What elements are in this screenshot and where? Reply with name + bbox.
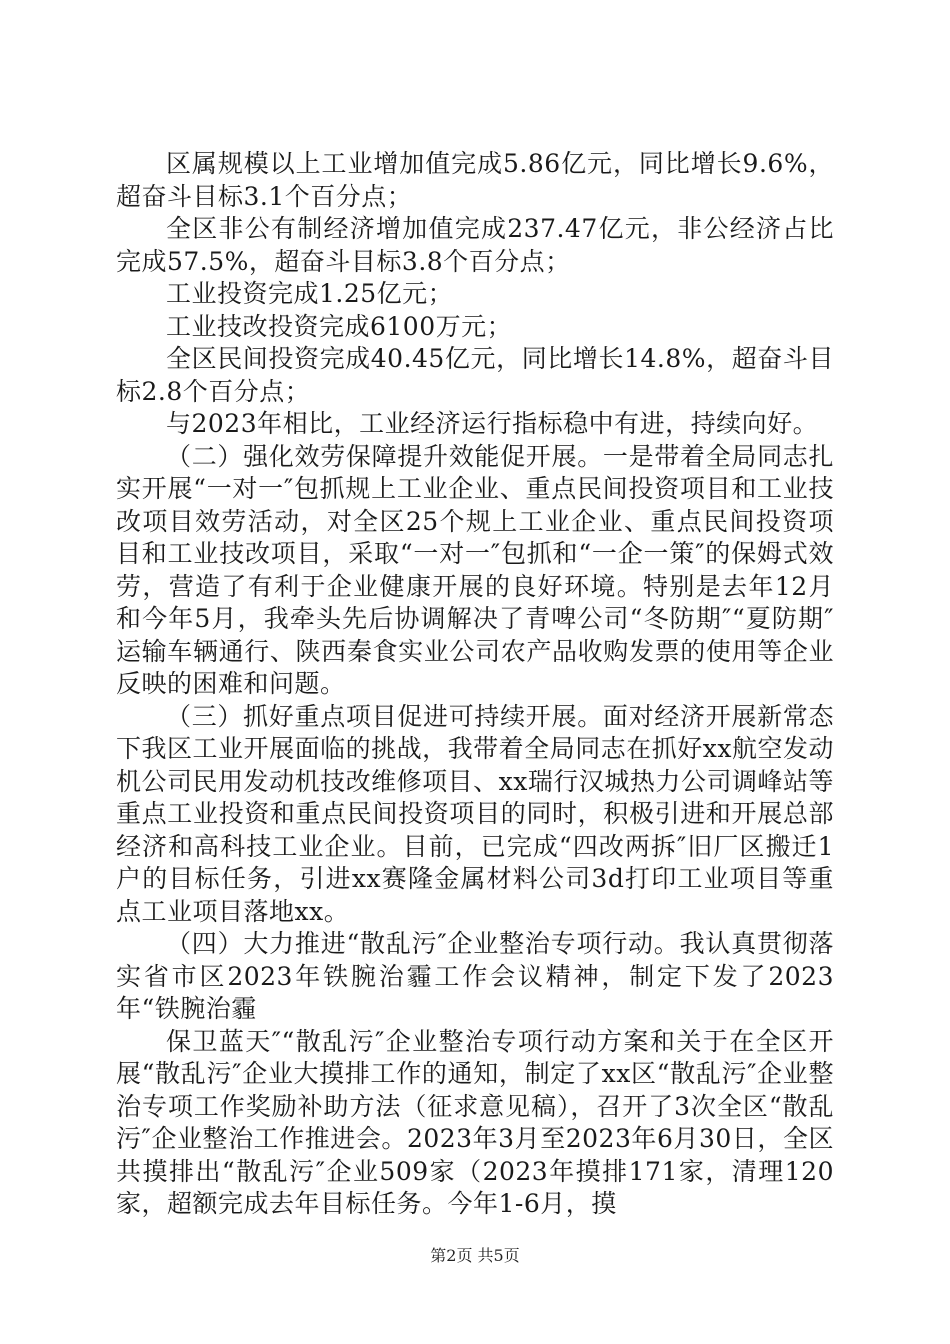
paragraph-industrial-investment: 工业投资完成1.25亿元； bbox=[166, 279, 454, 308]
paragraph-section-three: （三）抓好重点项目促进可持续开展。面对经济开展新常态下我区工业开展面临的挑战，我带着全局同志在抓好xx航空发动机公司民用发动机技改维修项目、xx瑞行汉城热力公司调峰站等重点工业投资和重点民间投资项目的同时，积极引进和开展总部经济和高科技工业企业。目前，已完成“四改两拆″旧厂区搬迁1户的目标任务，引进xx赛隆金属材料公司3d打印工业项目等重点工业项目落地xx。 bbox=[116, 701, 834, 926]
paragraph-comparison: 与2023年相比，工业经济运行指标稳中有进，持续向好。 bbox=[166, 409, 819, 438]
paragraph-tech-investment: 工业技改投资完成6100万元； bbox=[166, 311, 513, 341]
paragraph-non-public-economy: 全区非公有制经济增加值完成237.47亿元，非公经济占比完成57.5%，超奋斗目标3.8个百分点； bbox=[116, 214, 834, 276]
document-body bbox=[116, 148, 834, 1221]
paragraph-industrial-value: 区属规模以上工业增加值完成5.86亿元，同比增长9.6%，超奋斗目标3.1个百分点； bbox=[116, 149, 834, 211]
paragraph-section-four: （四）大力推进“散乱污″企业整治专项行动。我认真贯彻落实省市区2023年铁腕治霾工作会议精神，制定下发了2023年“铁腕治霾 bbox=[116, 929, 834, 1023]
paragraph-private-investment: 全区民间投资完成40.45亿元，同比增长14.8%，超奋斗目标2.8个百分点； bbox=[116, 344, 834, 406]
paragraph-section-two: （二）强化效劳保障提升效能促开展。一是带着全局同志扎实开展“一对一″包抓规上工业企业、重点民间投资项目和工业技改项目效劳活动，对全区25个规上工业企业、重点民间投资项目和工业技改项目，采取“一对一″包抓和“一企一策″的保姆式效劳，营造了有利于企业健康开展的良好环境。特别是去年12月和今年5月，我牵头先后协调解决了青啤公司“冬防期″“夏防期″运输车辆通行、陕西秦食实业公司农产品收购发票的使用等企业反映的困难和问题。 bbox=[116, 441, 834, 698]
paragraph-section-four-continued: 保卫蓝天″“散乱污″企业整治专项行动方案和关于在全区开展“散乱污″企业大摸排工作的通知，制定了xx区“散乱污″企业整治专项工作奖励补助方法（征求意见稿），召开了3次全区“散乱污″企业整治工作推进会。2023年3月至2023年6月30日，全区共摸排出“散乱污″企业509家（2023年摸排171家，清理120家，超额完成去年目标任务。今年1-6月，摸 bbox=[116, 1026, 834, 1218]
page-footer: 第2页 共5页 bbox=[430, 1246, 520, 1265]
